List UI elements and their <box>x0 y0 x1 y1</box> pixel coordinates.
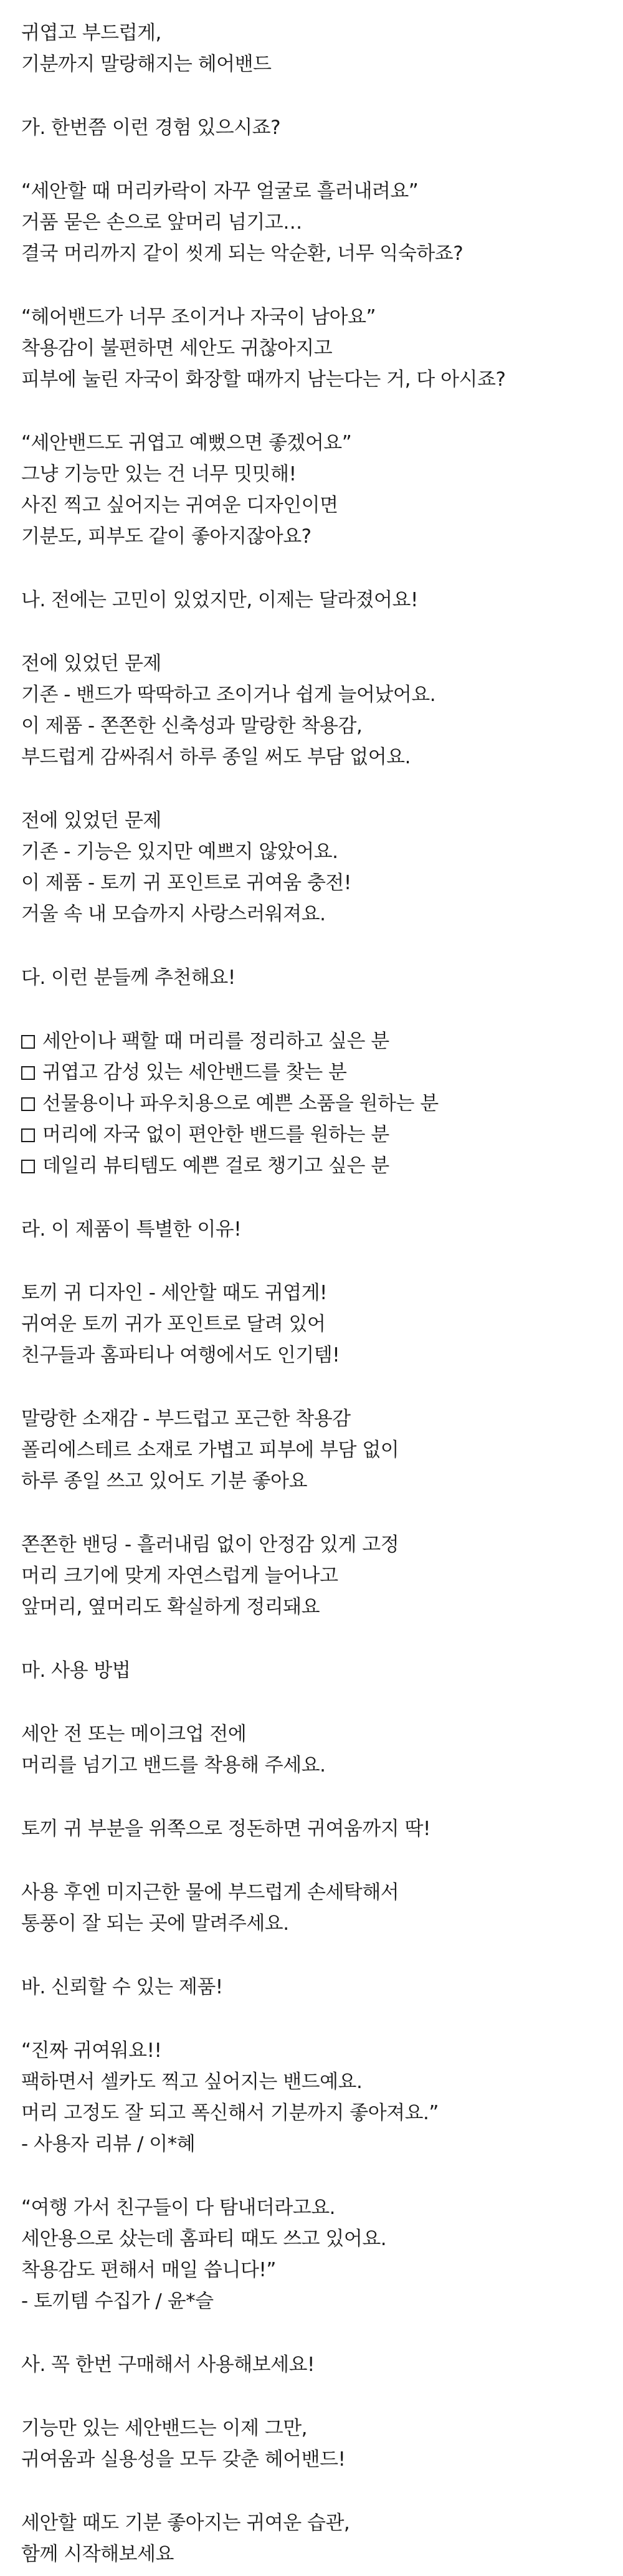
problem-after: 부드럽게 감싸줘서 하루 종일 써도 부담 없어요. <box>21 746 411 768</box>
checkbox-icon <box>21 1035 35 1049</box>
feature-title: 쫀쫀한 밴딩 - 흘러내림 없이 안정감 있게 고정 <box>21 1534 399 1556</box>
concern-quote: “헤어밴드가 너무 조이거나 자국이 남아요” <box>21 306 376 328</box>
usage-text: 통풍이 잘 되는 곳에 말려주세요. <box>21 1912 289 1935</box>
concern-text: 거품 묻은 손으로 앞머리 넘기고… <box>21 211 302 234</box>
review-text: “여행 가서 친구들이 다 탐내더라고요. <box>21 2197 336 2219</box>
feature-text: 귀여운 토끼 귀가 포인트로 달려 있어 <box>21 1313 326 1335</box>
concern-text: 기분도, 피부도 같이 좋아지잖아요? <box>21 525 312 548</box>
recommend-item <box>21 1150 623 1181</box>
usage-3 <box>21 1877 623 1939</box>
review-text: 착용감도 편해서 매일 씁니다!” <box>21 2259 276 2281</box>
problem-label: 전에 있었던 문제 <box>21 652 161 675</box>
feature-text: 하루 종일 쓰고 있어도 기분 좋아요 <box>21 1470 308 1492</box>
recommend-item <box>21 1088 623 1119</box>
usage-text: 세안 전 또는 메이크업 전에 <box>21 1723 247 1745</box>
problem-2 <box>21 805 623 930</box>
closing-text: 기능만 있는 세안밴드는 이제 그만, <box>21 2417 308 2440</box>
problem-after: 거울 속 내 모습까지 사랑스러워져요. <box>21 903 326 925</box>
usage-2 <box>21 1813 623 1844</box>
review-text: 팩하면서 셀카도 찍고 싶어지는 밴드예요. <box>21 2071 363 2093</box>
review-text: 세안용으로 샀는데 홈파티 때도 쓰고 있어요. <box>21 2228 387 2250</box>
problem-after: 이 제품 - 토끼 귀 포인트로 귀여움 충전! <box>21 872 351 894</box>
feature-title: 말랑한 소재감 - 부드럽고 포근한 착용감 <box>21 1408 351 1430</box>
feature-text: 머리 크기에 맞게 자연스럽게 늘어나고 <box>21 1565 338 1587</box>
feature-text: 친구들과 홈파티나 여행에서도 인기템! <box>21 1344 340 1367</box>
checkbox-icon <box>21 1066 35 1080</box>
concern-text: 착용감이 불편하면 세안도 귀찮아지고 <box>21 337 333 360</box>
concern-text: 그냥 기능만 있는 건 너무 밋밋해! <box>21 463 297 485</box>
section-e-title: 마. 사용 방법 <box>21 1659 131 1682</box>
feature-text: 폴리에스테르 소재로 가볍고 피부에 부담 없이 <box>21 1439 399 1461</box>
section-d-title: 라. 이 제품이 특별한 이유! <box>21 1218 242 1241</box>
problem-label: 전에 있었던 문제 <box>21 809 161 832</box>
intro-line: 기분까지 말랑해지는 헤어밴드 <box>21 53 272 75</box>
concern-text: 피부에 눌린 자국이 화장할 때까지 남는다는 거, 다 아시죠? <box>21 368 506 391</box>
checkbox-icon <box>21 1097 35 1111</box>
review-1 <box>21 2035 623 2160</box>
review-text: 머리 고정도 잘 되고 폭신해서 기분까지 좋아져요.” <box>21 2102 439 2124</box>
usage-text: 사용 후엔 미지근한 물에 부드럽게 손세탁해서 <box>21 1881 399 1904</box>
intro <box>21 17 623 80</box>
recommend-item-text: 머리에 자국 없이 편안한 밴드를 원하는 분 <box>42 1123 389 1146</box>
problem-after: 이 제품 - 쫀쫀한 신축성과 말랑한 착용감, <box>21 715 363 737</box>
review-2 <box>21 2192 623 2317</box>
recommend-item <box>21 1057 623 1088</box>
checkbox-icon <box>21 1128 35 1142</box>
recommend-item-text: 귀엽고 감성 있는 세안밴드를 찾는 분 <box>42 1061 347 1084</box>
section-f-title: 바. 신뢰할 수 있는 제품! <box>21 1976 223 1998</box>
closing-text: 함께 시작해보세요 <box>21 2543 174 2565</box>
concern-2 <box>21 302 623 395</box>
section-a-title: 가. 한번쯤 이런 경험 있으시죠? <box>21 117 281 139</box>
feature-title: 토끼 귀 디자인 - 세안할 때도 귀엽게! <box>21 1282 327 1304</box>
recommend-item-text: 데일리 뷰티템도 예쁜 걸로 챙기고 싶은 분 <box>42 1155 389 1177</box>
feature-text: 앞머리, 옆머리도 확실하게 정리돼요 <box>21 1596 320 1618</box>
section-b-title: 나. 전에는 고민이 있었지만, 이제는 달라졌어요! <box>21 589 418 611</box>
concern-quote: “세안할 때 머리카락이 자꾸 얼굴로 흘러내려요” <box>21 180 419 203</box>
concern-3 <box>21 427 623 552</box>
feature-1 <box>21 1277 623 1371</box>
concern-quote: “세안밴드도 귀엽고 예뻤으면 좋겠어요” <box>21 432 352 454</box>
recommend-item-text: 세안이나 팩할 때 머리를 정리하고 싶은 분 <box>42 1030 389 1052</box>
feature-3 <box>21 1529 623 1623</box>
intro-line: 귀엽고 부드럽게, <box>21 22 161 44</box>
review-text: “진짜 귀여워요!! <box>21 2039 162 2062</box>
problem-1 <box>21 648 623 773</box>
closing-text: 세안할 때도 기분 좋아지는 귀여운 습관, <box>21 2512 350 2534</box>
closing-2 <box>21 2507 623 2570</box>
concern-text: 사진 찍고 싶어지는 귀여운 디자인이면 <box>21 494 338 517</box>
checkbox-icon <box>21 1160 35 1173</box>
problem-before: 기존 - 밴드가 딱딱하고 조이거나 쉽게 늘어났어요. <box>21 684 436 706</box>
concern-text: 결국 머리까지 같이 씻게 되는 악순환, 너무 익숙하죠? <box>21 242 464 265</box>
section-g-title: 사. 꼭 한번 구매해서 사용해보세요! <box>21 2354 315 2376</box>
review-author: - 사용자 리뷰 / 이*혜 <box>21 2133 196 2155</box>
usage-1 <box>21 1719 623 1781</box>
concern-1 <box>21 176 623 269</box>
recommend-list <box>21 1026 623 1181</box>
usage-text: 토끼 귀 부분을 위쪽으로 정돈하면 귀여움까지 딱! <box>21 1818 430 1840</box>
recommend-item <box>21 1026 623 1057</box>
closing-text: 귀여움과 실용성을 모두 갖춘 헤어밴드! <box>21 2448 346 2471</box>
feature-2 <box>21 1403 623 1497</box>
closing-1 <box>21 2413 623 2475</box>
recommend-item-text: 선물용이나 파우치용으로 예쁜 소품을 원하는 분 <box>42 1092 439 1115</box>
review-author: - 토끼템 수집가 / 윤*슬 <box>21 2290 214 2312</box>
section-c-title: 다. 이런 분들께 추천해요! <box>21 966 235 989</box>
problem-before: 기존 - 기능은 있지만 예쁘지 않았어요. <box>21 841 338 863</box>
usage-text: 머리를 넘기고 밴드를 착용해 주세요. <box>21 1754 326 1777</box>
recommend-item <box>21 1119 623 1150</box>
